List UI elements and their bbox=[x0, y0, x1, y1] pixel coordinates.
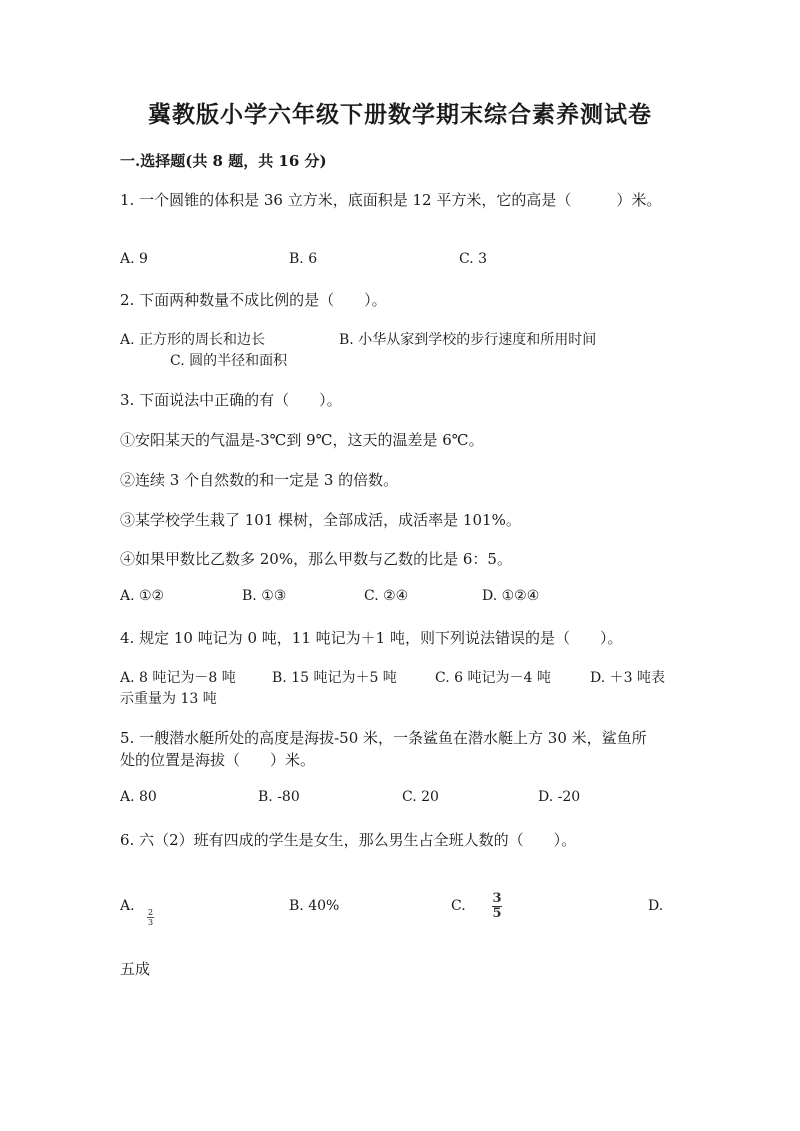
section-heading: 一.选择题(共 8 题，共 16 分) bbox=[120, 152, 327, 170]
question-1-text: 1. 一个圆锥的体积是 36 立方米，底面积是 12 平方米，它的高是（ ）米。 bbox=[120, 191, 662, 209]
question-4-option-c: C. 6 吨记为－4 吨 bbox=[435, 670, 551, 686]
question-3-option-a: A. ①② bbox=[120, 588, 165, 604]
question-2-option-c: C. 圆的半径和面积 bbox=[170, 353, 288, 369]
question-5-option-a: A. 80 bbox=[120, 789, 157, 805]
fraction-denominator: 5 bbox=[492, 906, 502, 921]
question-5-option-c: C. 20 bbox=[402, 789, 439, 805]
question-5-text-line-1: 5. 一艘潜水艇所处的高度是海拔-50 米，一条鲨鱼在潜水艇上方 30 米，鲨鱼所 bbox=[120, 729, 647, 747]
question-1-option-b: B. 6 bbox=[289, 251, 318, 267]
question-2-option-b: B. 小华从家到学校的步行速度和所用时间 bbox=[339, 332, 597, 348]
question-5-option-d: D. -20 bbox=[538, 789, 581, 805]
question-6-option-c-fraction bbox=[492, 892, 502, 921]
question-5-text-line-2: 处的位置是海拔（ ）米。 bbox=[120, 751, 316, 769]
question-3-option-d: D. ①②④ bbox=[482, 588, 540, 604]
question-4-option-a: A. 8 吨记为－8 吨 bbox=[120, 670, 236, 686]
question-6-option-d-continued: 五成 bbox=[120, 960, 151, 978]
question-6-option-c: C. bbox=[451, 898, 466, 914]
question-4-option-d-continued: 示重量为 13 吨 bbox=[120, 691, 217, 707]
question-3-option-c: C. ②④ bbox=[364, 588, 409, 604]
question-2-text: 2. 下面两种数量不成比例的是（ ）。 bbox=[120, 291, 387, 309]
page-title: 冀教版小学六年级下册数学期末综合素养测试卷 bbox=[148, 101, 652, 128]
fraction-numerator: 2 bbox=[147, 908, 154, 917]
question-3-statement-1: ①安阳某天的气温是-3℃到 9℃，这天的温差是 6℃。 bbox=[120, 431, 484, 449]
question-6-text: 6. 六（2）班有四成的学生是女生，那么男生占全班人数的（ ）。 bbox=[120, 831, 577, 849]
question-3-statement-4: ④如果甲数比乙数多 20%，那么甲数与乙数的比是 6：5。 bbox=[120, 550, 512, 568]
question-3-text: 3. 下面说法中正确的有（ ）。 bbox=[120, 391, 342, 409]
question-1-option-a: A. 9 bbox=[120, 251, 148, 267]
question-3-statement-3: ③某学校学生栽了 101 棵树，全部成活，成活率是 101%。 bbox=[120, 511, 521, 529]
fraction-denominator: 3 bbox=[147, 918, 154, 927]
question-1-option-c: C. 3 bbox=[459, 251, 488, 267]
question-3-statement-2: ②连续 3 个自然数的和一定是 3 的倍数。 bbox=[120, 471, 399, 489]
question-4-option-b: B. 15 吨记为＋5 吨 bbox=[272, 670, 397, 686]
question-2-option-a: A. 正方形的周长和边长 bbox=[120, 332, 266, 348]
question-5-option-b: B. -80 bbox=[258, 789, 300, 805]
question-3-option-b: B. ①③ bbox=[242, 588, 287, 604]
fraction-numerator: 3 bbox=[492, 891, 502, 906]
question-6-option-a: A. bbox=[120, 898, 135, 914]
question-4-text: 4. 规定 10 吨记为 0 吨，11 吨记为＋1 吨，则下列说法错误的是（ ）。 bbox=[120, 629, 623, 647]
question-6-option-d: D. bbox=[648, 898, 664, 914]
question-4-option-d: D. ＋3 吨表 bbox=[590, 670, 665, 686]
question-6-option-b: B. 40% bbox=[289, 898, 340, 914]
question-6-option-a-fraction bbox=[147, 908, 154, 927]
